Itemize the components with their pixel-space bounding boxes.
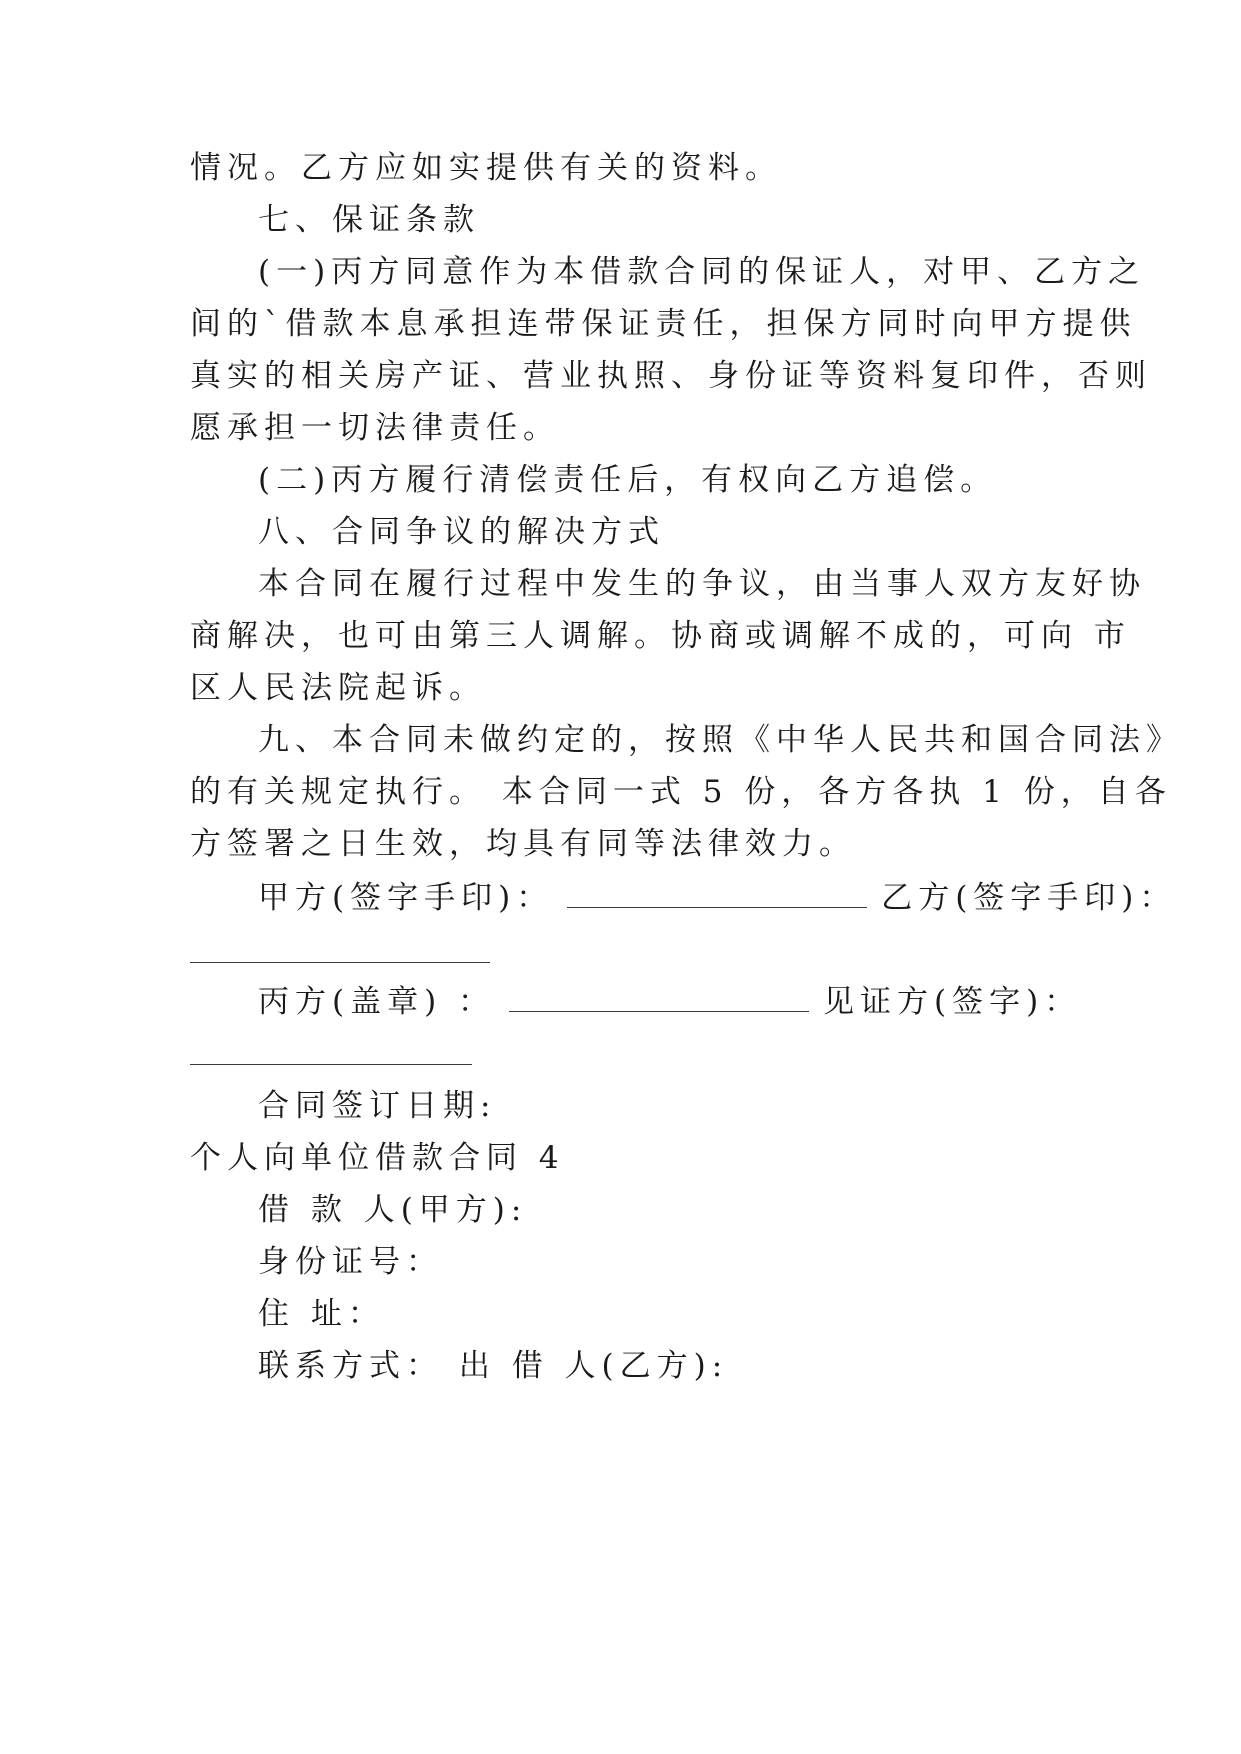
party-a-label: 甲方(签字手印)： — [258, 880, 554, 916]
party-c-label: 丙方(盖章) ： — [258, 984, 496, 1020]
signature-row-a-b — [258, 878, 1177, 918]
signature-row-c-witness — [258, 982, 1082, 1022]
party-b-label: 乙方(签字手印)： — [881, 880, 1177, 916]
paragraph-line-13: 的有关规定执行。 本合同一式 5 份，各方各执 1 份，自各 — [190, 774, 1172, 810]
paragraph-line-3: (一)丙方同意作为本借款合同的保证人，对甲、乙方之 — [258, 254, 1146, 290]
borrower-field-label: 借 款 人(甲方): — [258, 1192, 528, 1228]
witness-label: 见证方(签字)： — [823, 984, 1082, 1020]
paragraph-line-7: (二)丙方履行清偿责任后，有权向乙方追偿。 — [258, 462, 998, 498]
paragraph-line-14: 方签署之日生效，均具有同等法律效力。 — [190, 826, 856, 862]
contract-date-label: 合同签订日期: — [258, 1088, 497, 1124]
contact-lender-field-label: 联系方式： 出 借 人(乙方): — [258, 1348, 729, 1384]
party-a-signature-blank — [567, 907, 867, 908]
address-field-label: 住 址： — [258, 1296, 385, 1332]
section-heading-seven: 七、保证条款 — [258, 202, 480, 238]
paragraph-line-4: 间的`借款本息承担连带保证责任，担保方同时向甲方提供 — [190, 306, 1137, 342]
paragraph-line-12: 九、本合同未做约定的，按照《中华人民共和国合同法》 — [258, 722, 1183, 758]
paragraph-line-1: 情况。乙方应如实提供有关的资料。 — [190, 150, 782, 186]
section-heading-eight: 八、合同争议的解决方式 — [258, 514, 665, 550]
contract-title: 个人向单位借款合同 4 — [190, 1140, 565, 1176]
paragraph-line-9: 本合同在履行过程中发生的争议，由当事人双方友好协 — [258, 566, 1146, 602]
paragraph-line-10: 商解决，也可由第三人调解。协商或调解不成的，可向 市 — [190, 618, 1131, 654]
id-number-field-label: 身份证号： — [258, 1244, 443, 1280]
witness-signature-blank — [190, 1064, 472, 1065]
paragraph-line-6: 愿承担一切法律责任。 — [190, 410, 560, 446]
party-b-signature-blank — [190, 962, 490, 963]
party-c-signature-blank — [509, 1011, 809, 1012]
paragraph-line-11: 区人民法院起诉。 — [190, 670, 486, 706]
paragraph-line-5: 真实的相关房产证、营业执照、身份证等资料复印件，否则 — [190, 358, 1152, 394]
